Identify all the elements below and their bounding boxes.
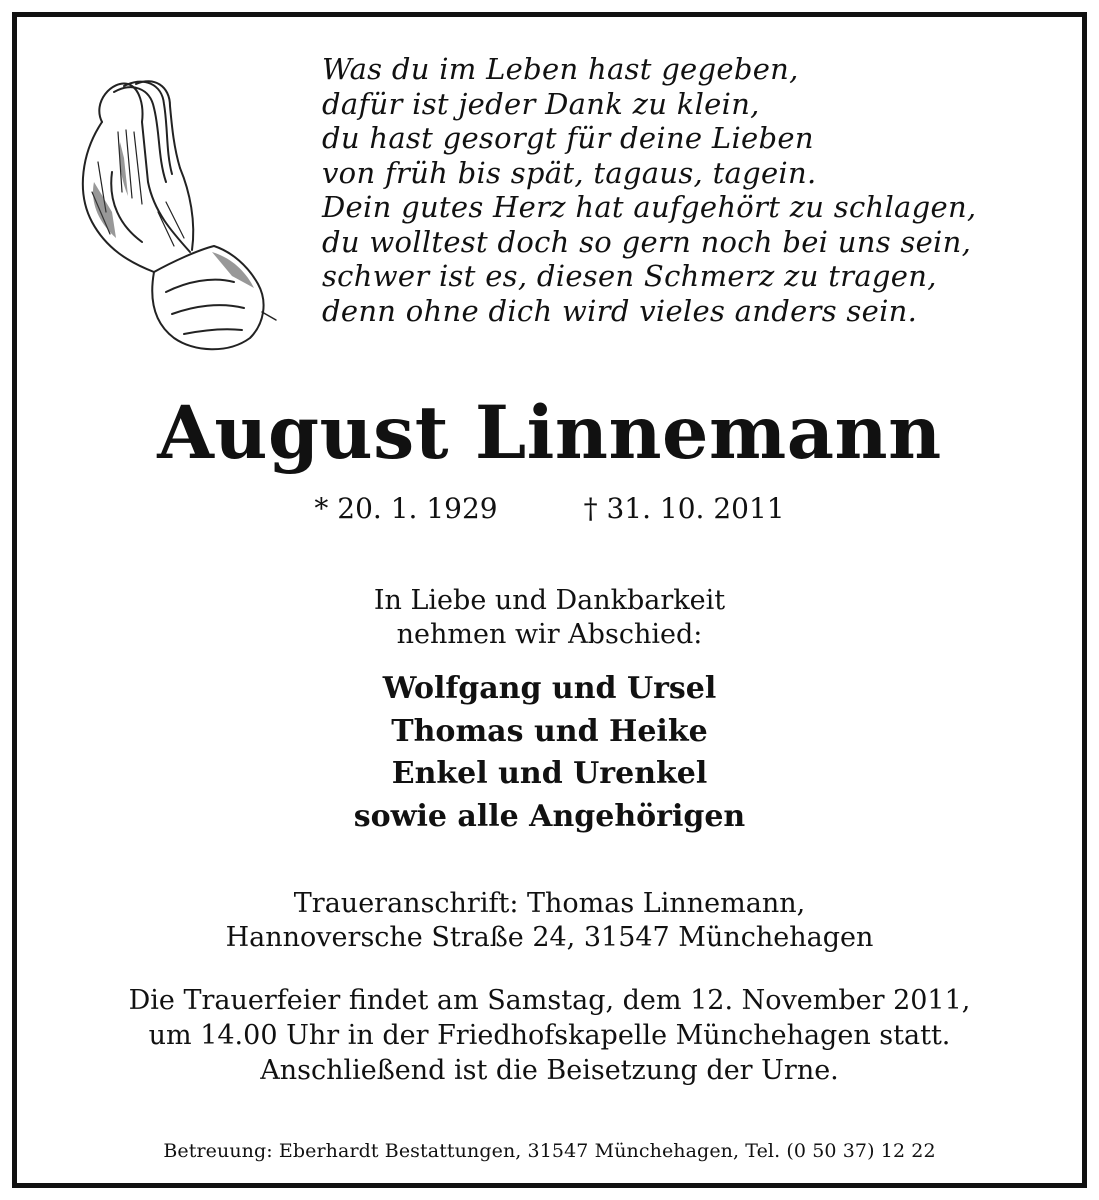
ceremony-info [0, 983, 1099, 1088]
poem-line: Dein gutes Herz hat aufgehört zu schlagen, [322, 190, 977, 224]
intro-line: nehmen wir Abschied: [396, 619, 703, 650]
poem-line: du wolltest doch so gern noch bei uns sein, [322, 224, 972, 259]
deceased-name: August Linnemann [157, 390, 942, 476]
mourner-name: Wolfgang und Ursel [382, 671, 717, 706]
funeral-home-footer: Betreuung: Eberhardt Bestattungen, 31547 Münchehagen, Tel. (0 50 37) 12 22 [163, 1140, 936, 1162]
ceremony-line: Die Trauerfeier findet am Samstag, dem 12. November 2011, [128, 985, 971, 1016]
mourning-address [0, 887, 1099, 955]
poem-line: schwer ist es, diesen Schmerz zu tragen, [322, 259, 937, 293]
ceremony-line: um 14.00 Uhr in der Friedhofskapelle Münchehagen statt. [148, 1020, 951, 1051]
poem-line: denn ohne dich wird vieles anders sein. [322, 293, 918, 328]
praying-hands-icon [62, 62, 282, 362]
address-line: Hannoversche Straße 24, 31547 Münchehagen [225, 922, 874, 953]
poem-line: von früh bis spät, tagaus, tagein. [322, 155, 817, 190]
mourners-list [0, 668, 1099, 838]
farewell-intro [0, 584, 1099, 652]
poem-line: Was du im Leben hast gegeben, [322, 52, 799, 86]
poem-line: dafür ist jeder Dank zu klein, [322, 86, 760, 121]
death-date: † 31. 10. 2011 [583, 492, 785, 525]
address-line: Traueranschrift: Thomas Linnemann, [293, 888, 806, 919]
poem-line: du hast gesorgt für deine Lieben [322, 121, 814, 155]
ceremony-line: Anschließend ist die Beisetzung der Urne. [260, 1055, 839, 1086]
life-dates [0, 490, 1099, 528]
mourner-name: sowie alle Angehörigen [353, 798, 746, 834]
birth-date: * 20. 1. 1929 [314, 492, 498, 525]
mourner-name: Thomas und Heike [391, 713, 708, 749]
poem [322, 52, 1042, 328]
mourner-name: Enkel und Urenkel [391, 756, 708, 791]
intro-line: In Liebe und Dankbarkeit [373, 585, 726, 616]
